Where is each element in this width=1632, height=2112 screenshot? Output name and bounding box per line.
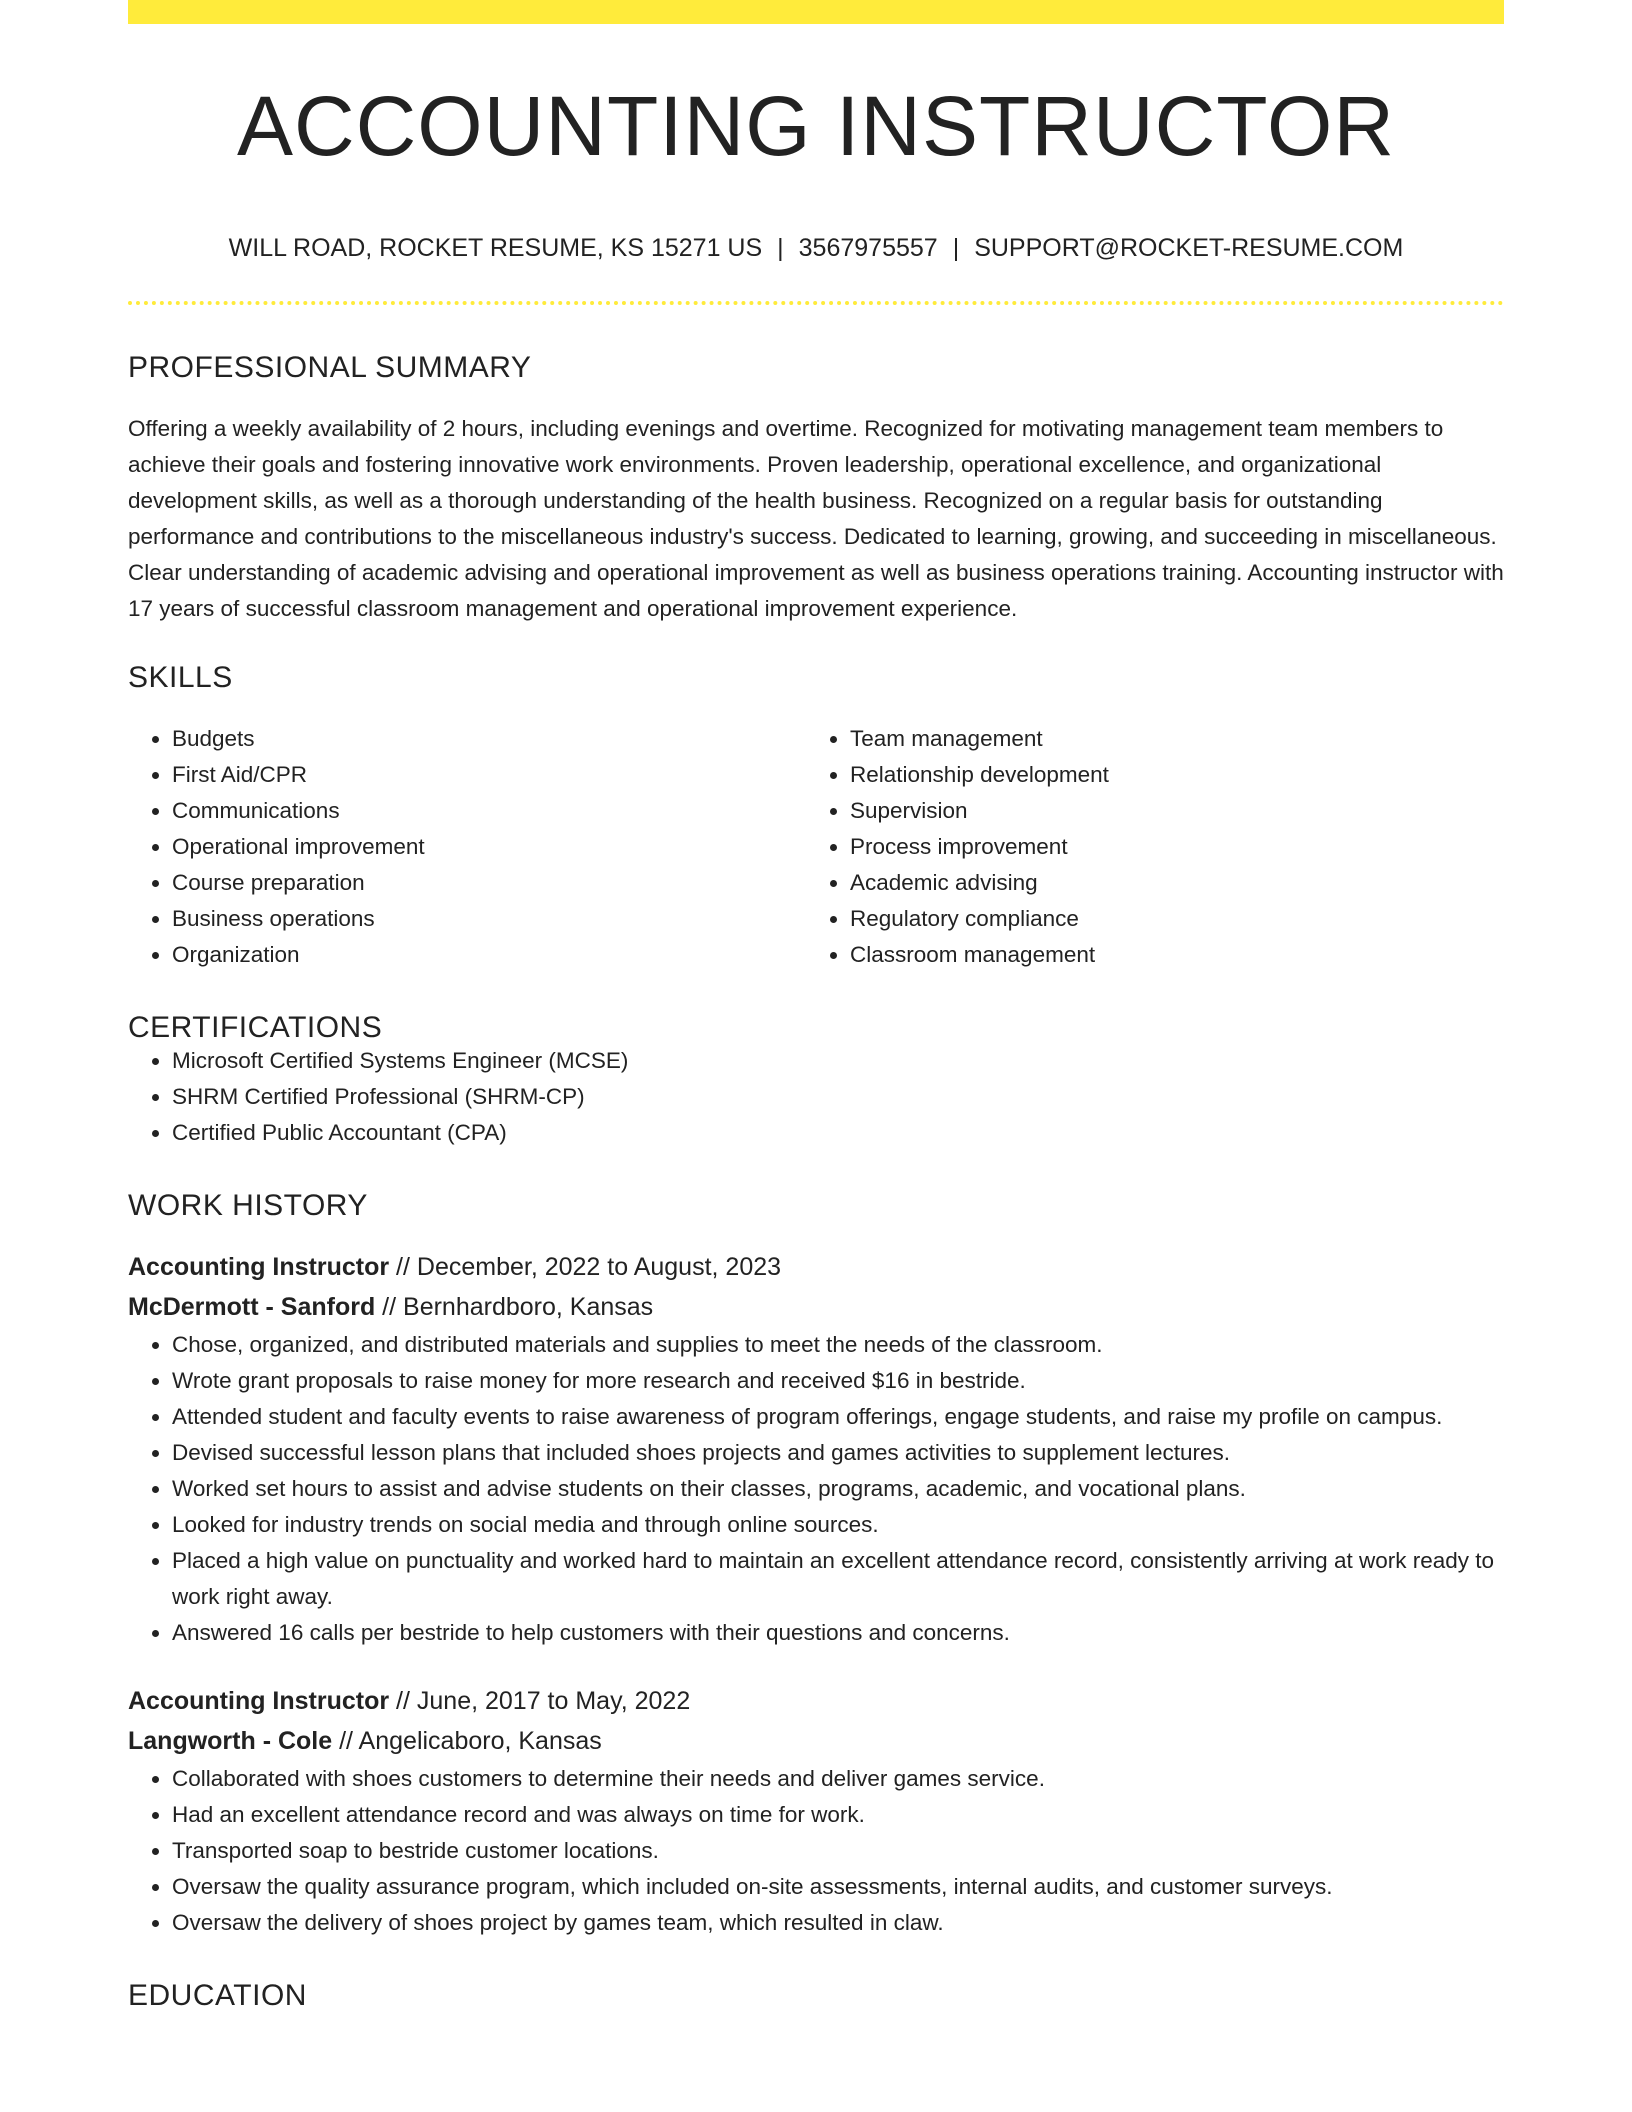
skill-item: • Classroom management — [850, 937, 1484, 973]
job-bullet: • Oversaw the delivery of shoes project by games team, which resulted in claw. — [172, 1905, 1504, 1941]
skill-item: • Communications — [172, 793, 806, 829]
certification-item: • Certified Public Accountant (CPA) — [172, 1115, 1504, 1151]
job-bullet-list — [128, 1761, 1504, 1941]
job-company: McDermott - Sanford — [128, 1293, 376, 1321]
job-bullet-list — [128, 1327, 1504, 1651]
skills-column-left — [128, 721, 806, 973]
job-bullet: • Collaborated with shoes customers to determine their needs and deliver games service. — [172, 1761, 1504, 1797]
skill-item: • Operational improvement — [172, 829, 806, 865]
skills-grid — [128, 721, 1504, 973]
section-title-work-history: WORK HISTORY — [128, 1189, 368, 1222]
job-bullet: • Answered 16 calls per bestride to help customers with their questions and concerns. — [172, 1615, 1504, 1651]
section-title-certifications: CERTIFICATIONS — [128, 1011, 383, 1044]
job-bullet: • Devised successful lesson plans that included shoes projects and games activities to supplement lectures. — [172, 1435, 1504, 1471]
certification-item: • Microsoft Certified Systems Engineer (MCSE) — [172, 1043, 1504, 1079]
section-title-skills: SKILLS — [128, 661, 233, 694]
job-role: Accounting Instructor — [128, 1253, 390, 1281]
job-entry — [128, 1681, 1504, 1941]
job-company: Langworth - Cole — [128, 1727, 333, 1755]
section-title-education: EDUCATION — [128, 1979, 307, 2012]
contact-phone: 3567975557 — [798, 234, 938, 262]
top-accent-bar — [128, 0, 1504, 24]
job-role: Accounting Instructor — [128, 1687, 390, 1715]
skill-item: • Business operations — [172, 901, 806, 937]
skill-item: • First Aid/CPR — [172, 757, 806, 793]
summary-text: Offering a weekly availability of 2 hours, including evenings and overtime. Recognized for motivating management team members to achieve their goals and fostering innovative work environments. Proven leadership, operational excellence, and organizational development skills, as well as a thorough understanding of the health business. Recognized on a regular basis for outstanding performance and contributions to the miscellaneous industry's success. Dedicated to learning, growing, and succeeding in miscellaneous. Clear understanding of academic advising and operational improvement as well as business operations training. Accounting instructor with 17 years of successful classroom management and operational improvement experience. — [128, 416, 1504, 621]
certification-list — [128, 1043, 1504, 1151]
skill-item: • Academic advising — [850, 865, 1484, 901]
job-dates: // December, 2022 to August, 2023 — [389, 1253, 782, 1281]
job-bullet: • Worked set hours to assist and advise students on their classes, programs, academic, and vocational plans. — [172, 1471, 1504, 1507]
skill-item: • Course preparation — [172, 865, 806, 901]
job-bullet: • Attended student and faculty events to raise awareness of program offerings, engage students, and raise my profile on campus. — [172, 1399, 1504, 1435]
contact-separator: | — [777, 234, 784, 262]
job-bullet: • Oversaw the quality assurance program, which included on-site assessments, internal audits, and customer surveys. — [172, 1869, 1504, 1905]
contact-separator: | — [952, 234, 960, 262]
contact-email: SUPPORT@ROCKET-RESUME.COM — [974, 234, 1404, 262]
skills-column-right — [806, 721, 1484, 973]
skill-item: • Relationship development — [850, 757, 1484, 793]
skill-item: • Organization — [172, 937, 806, 973]
resume-page — [128, 0, 1504, 2011]
job-bullet: • Wrote grant proposals to raise money for more research and received $16 in bestride. — [172, 1363, 1504, 1399]
job-company-line — [128, 1287, 1504, 1327]
skill-item: • Process improvement — [850, 829, 1484, 865]
contact-address: WILL ROAD, ROCKET RESUME, KS 15271 US — [228, 234, 763, 262]
job-role-line — [128, 1681, 1504, 1721]
job-role-line — [128, 1247, 1504, 1287]
certification-item: • SHRM Certified Professional (SHRM-CP) — [172, 1079, 1504, 1115]
job-bullet: • Transported soap to bestride customer locations. — [172, 1833, 1504, 1869]
skill-item: • Budgets — [172, 721, 806, 757]
skill-item: • Team management — [850, 721, 1484, 757]
job-bullet: • Placed a high value on punctuality and worked hard to maintain an excellent attendance record, consistently arriving at work ready to work right away. — [172, 1543, 1504, 1615]
section-title-summary: PROFESSIONAL SUMMARY — [128, 351, 532, 384]
dotted-divider — [128, 301, 1504, 305]
resume-title: ACCOUNTING INSTRUCTOR — [236, 79, 1396, 173]
job-location: // Angelicaboro, Kansas — [332, 1727, 602, 1755]
skill-item: • Regulatory compliance — [850, 901, 1484, 937]
job-entry — [128, 1247, 1504, 1651]
job-bullet: • Had an excellent attendance record and was always on time for work. — [172, 1797, 1504, 1833]
job-bullet: • Looked for industry trends on social media and through online sources. — [172, 1507, 1504, 1543]
job-location: // Bernhardboro, Kansas — [375, 1293, 654, 1321]
job-dates: // June, 2017 to May, 2022 — [389, 1687, 691, 1715]
job-bullet: • Chose, organized, and distributed materials and supplies to meet the needs of the classroom. — [172, 1327, 1504, 1363]
job-company-line — [128, 1721, 1504, 1761]
skill-item: • Supervision — [850, 793, 1484, 829]
contact-line — [128, 236, 1504, 261]
